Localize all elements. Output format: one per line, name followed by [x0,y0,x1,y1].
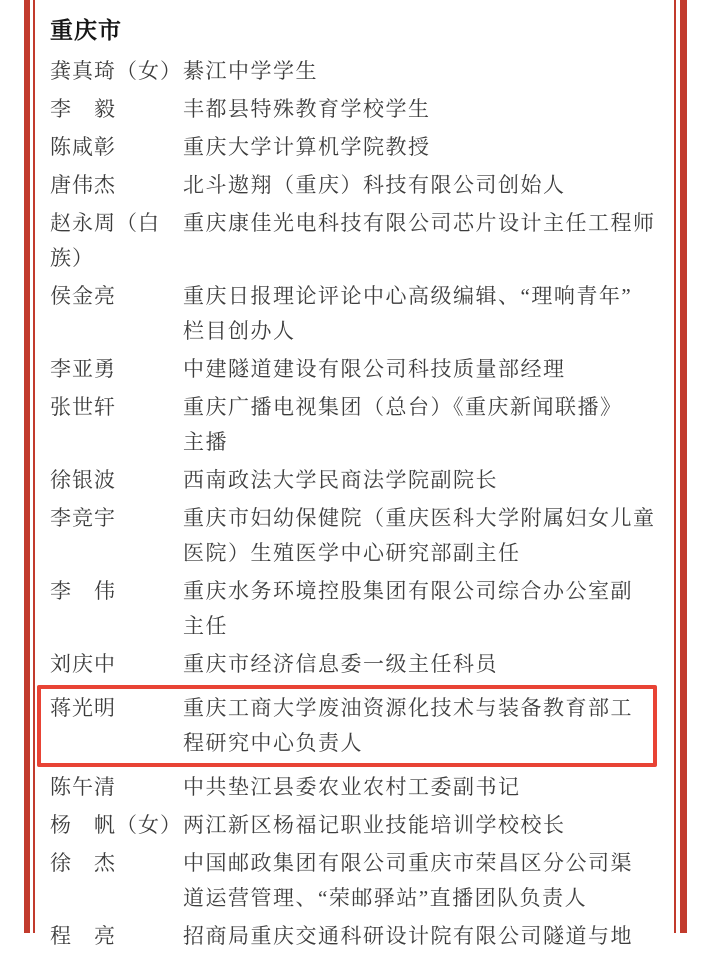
entry-description [183,501,657,571]
entry-name [50,352,183,387]
entry-name-line: 徐银波 [50,468,116,492]
entry-name [50,168,183,203]
entry-description-line: 招商局重庆交通科研设计院有限公司隧道与地 [183,924,633,948]
entry-name-line: 李 毅 [50,97,116,121]
list-entry [50,846,657,916]
entry-name [50,647,183,682]
list-entry [50,168,657,203]
entry-name-line: 陈咸彰 [50,135,116,159]
entry-description [183,279,657,349]
entry-description-line: 栏目创办人 [183,319,296,343]
entry-description [183,808,657,843]
entry-description-line: 中共垫江县委农业农村工委副书记 [183,775,521,799]
entry-description [183,691,653,761]
page-border-right-outer-rule [680,0,687,933]
entry-description-line: 道运营管理、“荣邮驿站”直播团队负责人 [183,886,588,910]
entry-name-line: 龚真琦（女） [50,59,182,83]
list-entry [50,463,657,498]
entry-name-line: 唐伟杰 [50,173,116,197]
entry-description-line: 重庆工商大学废油资源化技术与装备教育部工 [183,696,633,720]
entry-name-line: 杨 帆（女） [50,813,182,837]
award-list [50,13,657,957]
list-entry [50,501,657,571]
list-entry [50,574,657,644]
entry-name [50,279,183,314]
entry-name-line: 蒋光明 [50,696,116,720]
page-border-left-outer-rule [24,0,30,933]
list-entry [50,130,657,165]
entry-description [183,919,657,954]
entry-name-line: 侯金亮 [50,284,116,308]
entry-description-line: 主任 [183,614,228,638]
entry-description-line: 重庆水务环境控股集团有限公司综合办公室副 [183,579,633,603]
entry-name-line: 族） [50,246,94,270]
list-entry [50,206,657,276]
list-entry [50,92,657,127]
entry-name-line: 李竞宇 [50,506,116,530]
page-border-right-inner-rule [674,0,676,933]
entry-name-line: 刘庆中 [50,652,116,676]
list-entry [50,352,657,387]
entry-name [50,206,183,276]
entry-description-line: 医院）生殖医学中心研究部副主任 [183,541,521,565]
list-entry [50,647,657,682]
entry-name [50,808,183,843]
entry-description [183,390,657,460]
entry-name-line: 程 亮 [50,924,116,948]
entry-description [183,574,657,644]
list-entry [50,390,657,460]
entry-description-line: 綦江中学学生 [183,59,318,83]
list-entry [50,54,657,89]
entry-description-line: 北斗遨翔（重庆）科技有限公司创始人 [183,173,566,197]
entry-name-line: 徐 杰 [50,851,116,875]
entry-description [183,54,657,89]
entry-name-line: 张世轩 [50,395,116,419]
highlighted-list-entry [37,685,657,767]
entry-description-line: 中建隧道建设有限公司科技质量部经理 [183,357,566,381]
entry-name-line: 李 伟 [50,579,116,603]
entry-description-line: 丰都县特殊教育学校学生 [183,97,431,121]
entry-name [50,390,183,425]
entry-description-line: 重庆市妇幼保健院（重庆医科大学附属妇女儿童 [183,506,656,530]
entry-description [183,92,657,127]
entry-list [50,54,657,954]
entry-description-line: 主播 [183,430,228,454]
entry-description [183,770,657,805]
entry-description [183,352,657,387]
entry-description-line: 重庆市经济信息委一级主任科员 [183,652,498,676]
entry-name [50,770,183,805]
entry-name [50,501,183,536]
entry-name-line: 赵永周（白 [50,211,160,235]
entry-name [50,130,183,165]
entry-name-line: 陈午清 [50,775,116,799]
entry-name [50,574,183,609]
entry-description-line: 中国邮政集团有限公司重庆市荣昌区分公司渠 [183,851,633,875]
page-border-left-inner-rule [33,0,35,933]
entry-description [183,647,657,682]
entry-description-line: 重庆日报理论评论中心高级编辑、“理响青年” [183,284,633,308]
entry-description-line: 重庆大学计算机学院教授 [183,135,431,159]
list-entry [50,808,657,843]
entry-name [50,846,183,881]
entry-description-line: 重庆广播电视集团（总台）《重庆新闻联播》 [183,395,623,419]
entry-description-line: 程研究中心负责人 [183,731,363,755]
entry-name-line: 李亚勇 [50,357,116,381]
entry-description-line: 两江新区杨福记职业技能培训学校校长 [183,813,566,837]
entry-name [50,463,183,498]
entry-description [183,206,657,241]
list-entry [50,770,657,805]
entry-description [183,168,657,203]
entry-description-line: 重庆康佳光电科技有限公司芯片设计主任工程师 [183,211,656,235]
list-entry [50,919,657,954]
entry-description [183,846,657,916]
entry-name [50,919,183,954]
list-entry [50,279,657,349]
entry-description [183,463,657,498]
entry-name [50,54,183,89]
entry-description [183,130,657,165]
entry-description-line: 西南政法大学民商法学院副院长 [183,468,498,492]
entry-name [50,92,183,127]
entry-name [50,691,183,726]
region-heading: 重庆市 [50,17,122,43]
